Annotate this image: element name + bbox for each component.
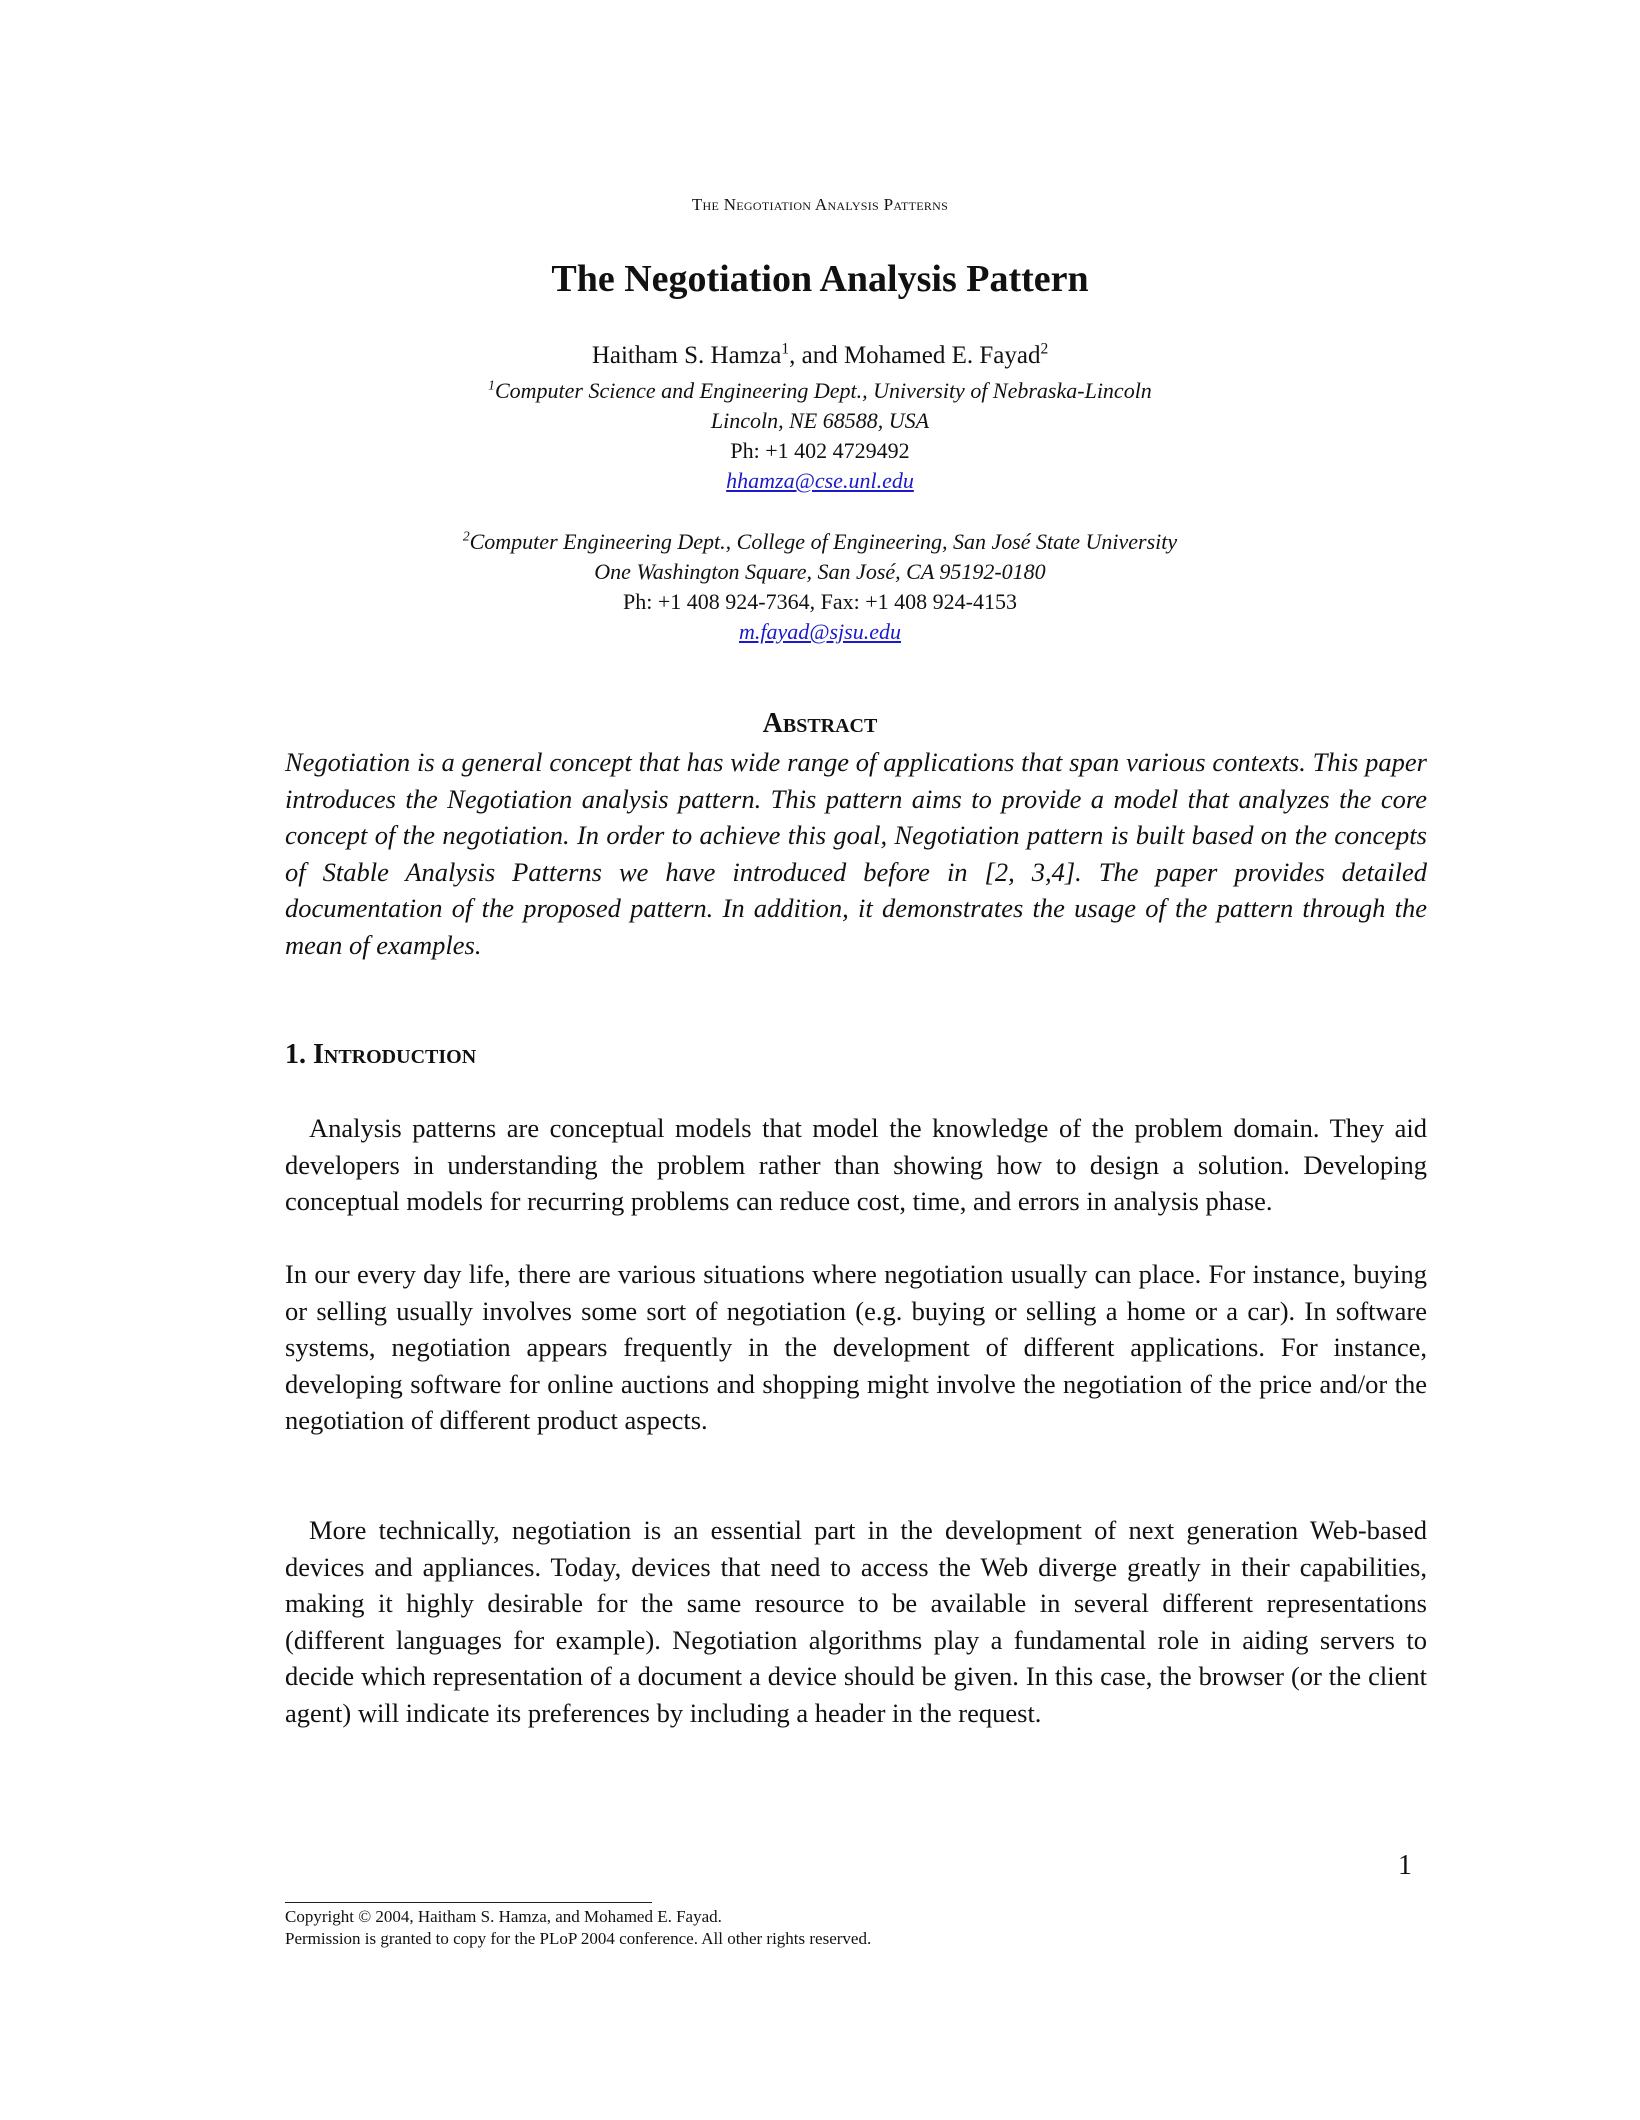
abstract-heading: Abstract [762,708,878,739]
affiliation-2-dept-line [0,527,1640,557]
affiliation-1 [0,376,1640,496]
affiliation-1-dept: Computer Science and Engineering Dept., University of Nebraska-Lincoln [494,378,1152,403]
affiliation-2-phone: Ph: +1 408 924-7364, Fax: +1 408 924-4153 [623,589,1017,614]
affiliation-1-superscript: 1 [488,377,495,393]
affiliation-2-superscript: 2 [462,528,470,544]
footnote-permission: Permission is granted to copy for the PLoP 2004 conference. All other rights reserved. [285,1929,872,1948]
author-1-superscript: 1 [781,340,790,358]
author-1-name: Haitham S. Hamza [591,342,782,369]
page-number: 1 [1398,1850,1412,1881]
affiliation-1-dept-line [0,376,1640,406]
affiliation-2-address: One Washington Square, San José, CA 95192-0180 [594,559,1046,584]
footnote-copyright: Copyright © 2004, Haitham S. Hamza, and Mohamed E. Fayad. [285,1907,722,1926]
affiliation-1-city: Lincoln, NE 68588, USA [710,408,930,433]
affiliation-2-dept: Computer Engineering Dept., College of Engineering, San José State University [469,529,1178,554]
section-1-heading: 1. Introduction [285,1039,477,1070]
affiliation-2 [0,527,1640,647]
affiliation-1-email-link[interactable]: hhamza@cse.unl.edu [726,468,914,493]
abstract-text: Negotiation is a general concept that has wide range of applications that span various contexts. This paper introduces the Negotiation analysis pattern. This pattern aims to provide a model that analyzes the core concept of the negotiation. In order to achieve this goal, Negotiation pattern is built based on the concepts of Stable Analysis Patterns we have introduced before in [2, 3,4]. The paper provides detailed documentation of the proposed pattern. In addition, it demonstrates the usage of the pattern through the mean of examples. [285,747,1427,960]
author-separator: , and [789,342,844,369]
paper-title: The Negotiation Analysis Pattern [551,258,1089,300]
footnote-divider [285,1902,652,1903]
author-2-name: Mohamed E. Fayad [843,342,1041,369]
affiliation-2-email-link[interactable]: m.fayad@sjsu.edu [738,619,901,644]
running-header: The Negotiation Analysis Patterns [691,195,949,214]
intro-paragraph-2: In our every day life, there are various situations where negotiation usually can place. For instance, buying or selling usually involves some sort of negotiation (e.g. buying or selling a home or a car). In software systems, negotiation appears frequently in the development of different applications. For instance, developing software for online auctions and shopping might involve the negotiation of the price and/or the negotiation of different product aspects. [285,1259,1427,1435]
footnote [285,1906,871,1950]
author-line [0,340,1640,372]
intro-paragraph-3: More technically, negotiation is an essential part in the development of next generation Web-based devices and appliances. Today, devices that need to access the Web diverge greatly in their capabilities, making it highly desirable for the same resource to be available in several different representations (different languages for example). Negotiation algorithms play a fundamental role in aiding servers to decide which representation of a document a device should be given. In this case, the browser (or the client agent) will indicate its preferences by including a header in the request. [285,1515,1427,1728]
affiliation-1-phone: Ph: +1 402 4729492 [730,438,910,463]
author-2-superscript: 2 [1040,340,1049,358]
intro-paragraph-1: Analysis patterns are conceptual models that model the knowledge of the problem domain. They aid developers in understanding the problem rather than showing how to design a solution. Developing conceptual models for recurring problems can reduce cost, time, and errors in analysis phase. [285,1113,1427,1216]
